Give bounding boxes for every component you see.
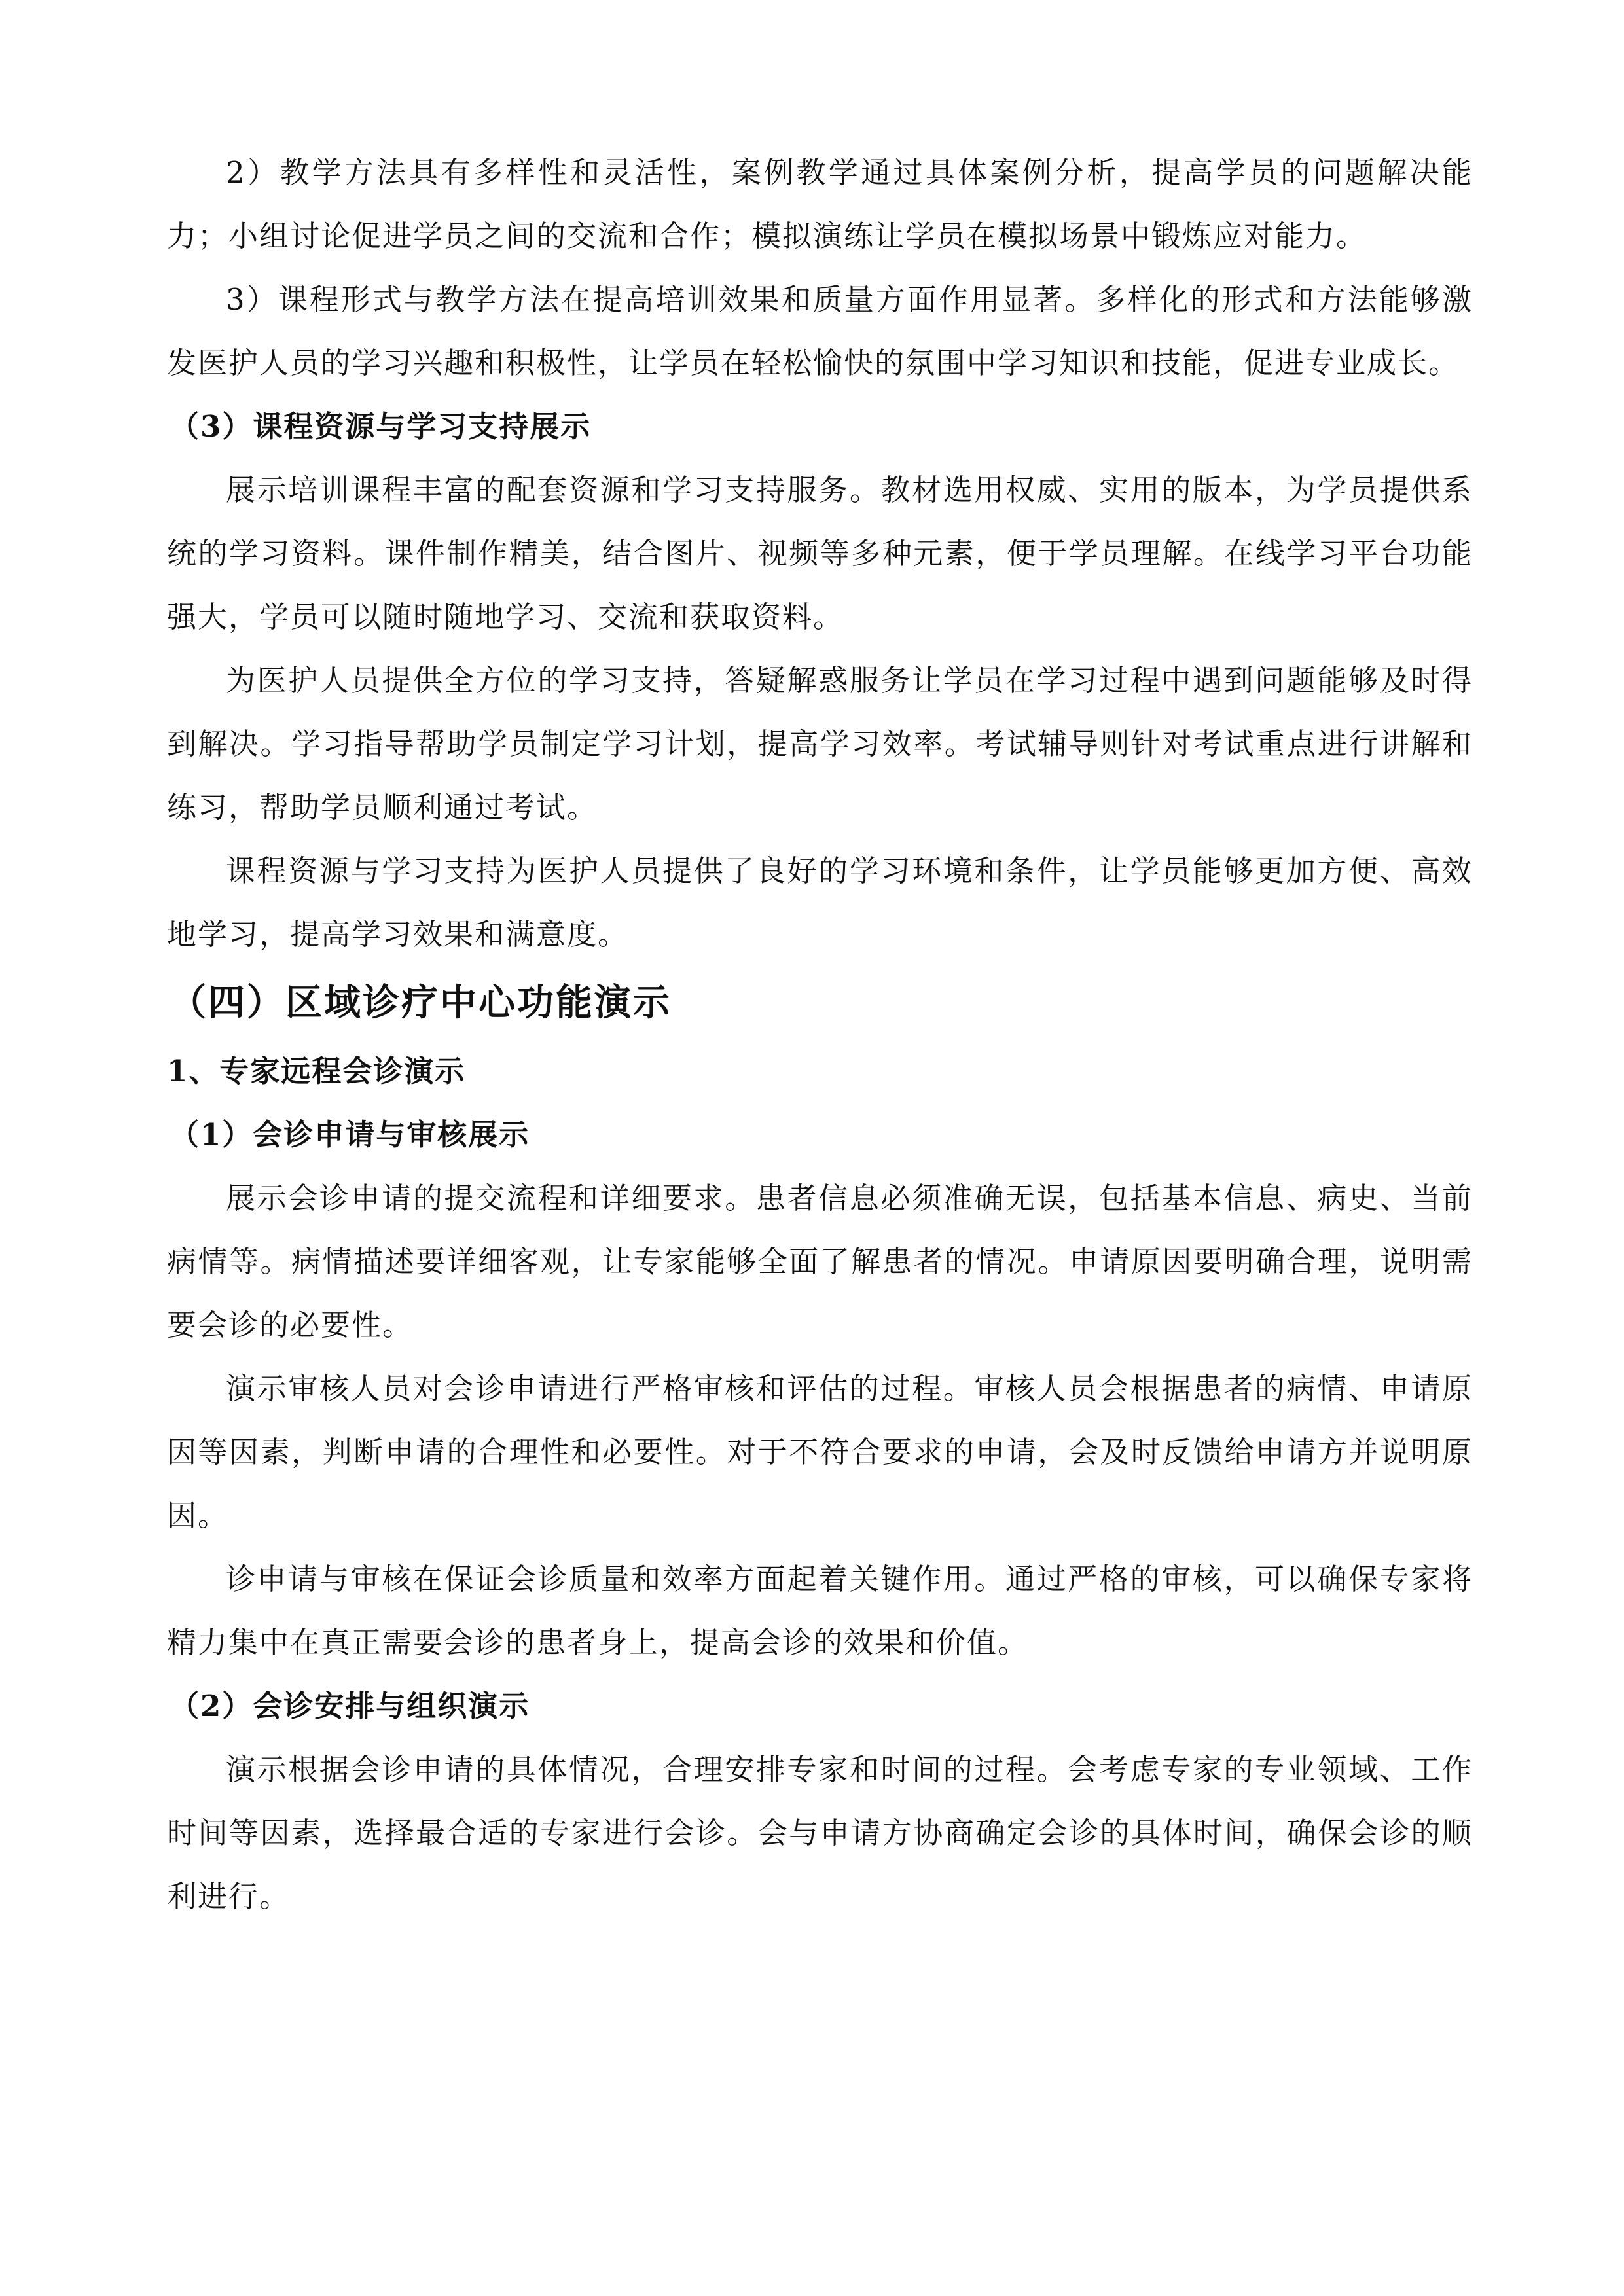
- subheading-course-resources: （3）课程资源与学习支持展示: [170, 409, 592, 444]
- paragraph-review-importance: 诊申请与审核在保证会诊质量和效率方面起着关键作用。通过严格的审核，可以确保专家将精力集中在真正需要会诊的患者身上，提高会诊的效果和价值。: [167, 1562, 1473, 1660]
- heading-remote-consultation: 1、专家远程会诊演示: [167, 1054, 466, 1088]
- paragraph-resources-summary: 课程资源与学习支持为医护人员提供了良好的学习环境和条件，让学员能够更加方便、高效地学习，提高学习效果和满意度。: [167, 853, 1473, 952]
- subheading-arrangement: （2）会诊安排与组织演示: [170, 1689, 530, 1723]
- paragraph-resources-intro: 展示培训课程丰富的配套资源和学习支持服务。教材选用权威、实用的版本，为学员提供系统的学习资料。课件制作精美，结合图片、视频等多种元素，便于学员理解。在线学习平台功能强大，学员可以随时随地学习、交流和获取资料。: [167, 473, 1473, 634]
- paragraph-review-process: 演示审核人员对会诊申请进行严格审核和评估的过程。审核人员会根据患者的病情、申请原因等因素，判断申请的合理性和必要性。对于不符合要求的申请，会及时反馈给申请方并说明原因。: [167, 1371, 1473, 1533]
- document-body: [167, 141, 1473, 1928]
- paragraph-teaching-methods: 2）教学方法具有多样性和灵活性，案例教学通过具体案例分析，提高学员的问题解决能力；小组讨论促进学员之间的交流和合作；模拟演练让学员在模拟场景中锻炼应对能力。: [167, 155, 1473, 253]
- section-heading-regional-center: （四）区域诊疗中心功能演示: [170, 981, 672, 1024]
- paragraph-course-effect: 3）课程形式与教学方法在提高培训效果和质量方面作用显著。多样化的形式和方法能够激发医护人员的学习兴趣和积极性，让学员在轻松愉快的氛围中学习知识和技能，促进专业成长。: [167, 282, 1473, 380]
- subheading-application-review: （1）会诊申请与审核展示: [170, 1117, 530, 1152]
- paragraph-learning-support: 为医护人员提供全方位的学习支持，答疑解惑服务让学员在学习过程中遇到问题能够及时得到解决。学习指导帮助学员制定学习计划，提高学习效率。考试辅导则针对考试重点进行讲解和练习，帮助学员顺利通过考试。: [167, 663, 1473, 825]
- paragraph-application-process: 展示会诊申请的提交流程和详细要求。患者信息必须准确无误，包括基本信息、病史、当前病情等。病情描述要详细客观，让专家能够全面了解患者的情况。申请原因要明确合理，说明需要会诊的必要性。: [167, 1181, 1473, 1342]
- paragraph-arrangement: 演示根据会诊申请的具体情况，合理安排专家和时间的过程。会考虑专家的专业领域、工作时间等因素，选择最合适的专家进行会诊。会与申请方协商确定会诊的具体时间，确保会诊的顺利进行。: [167, 1752, 1473, 1914]
